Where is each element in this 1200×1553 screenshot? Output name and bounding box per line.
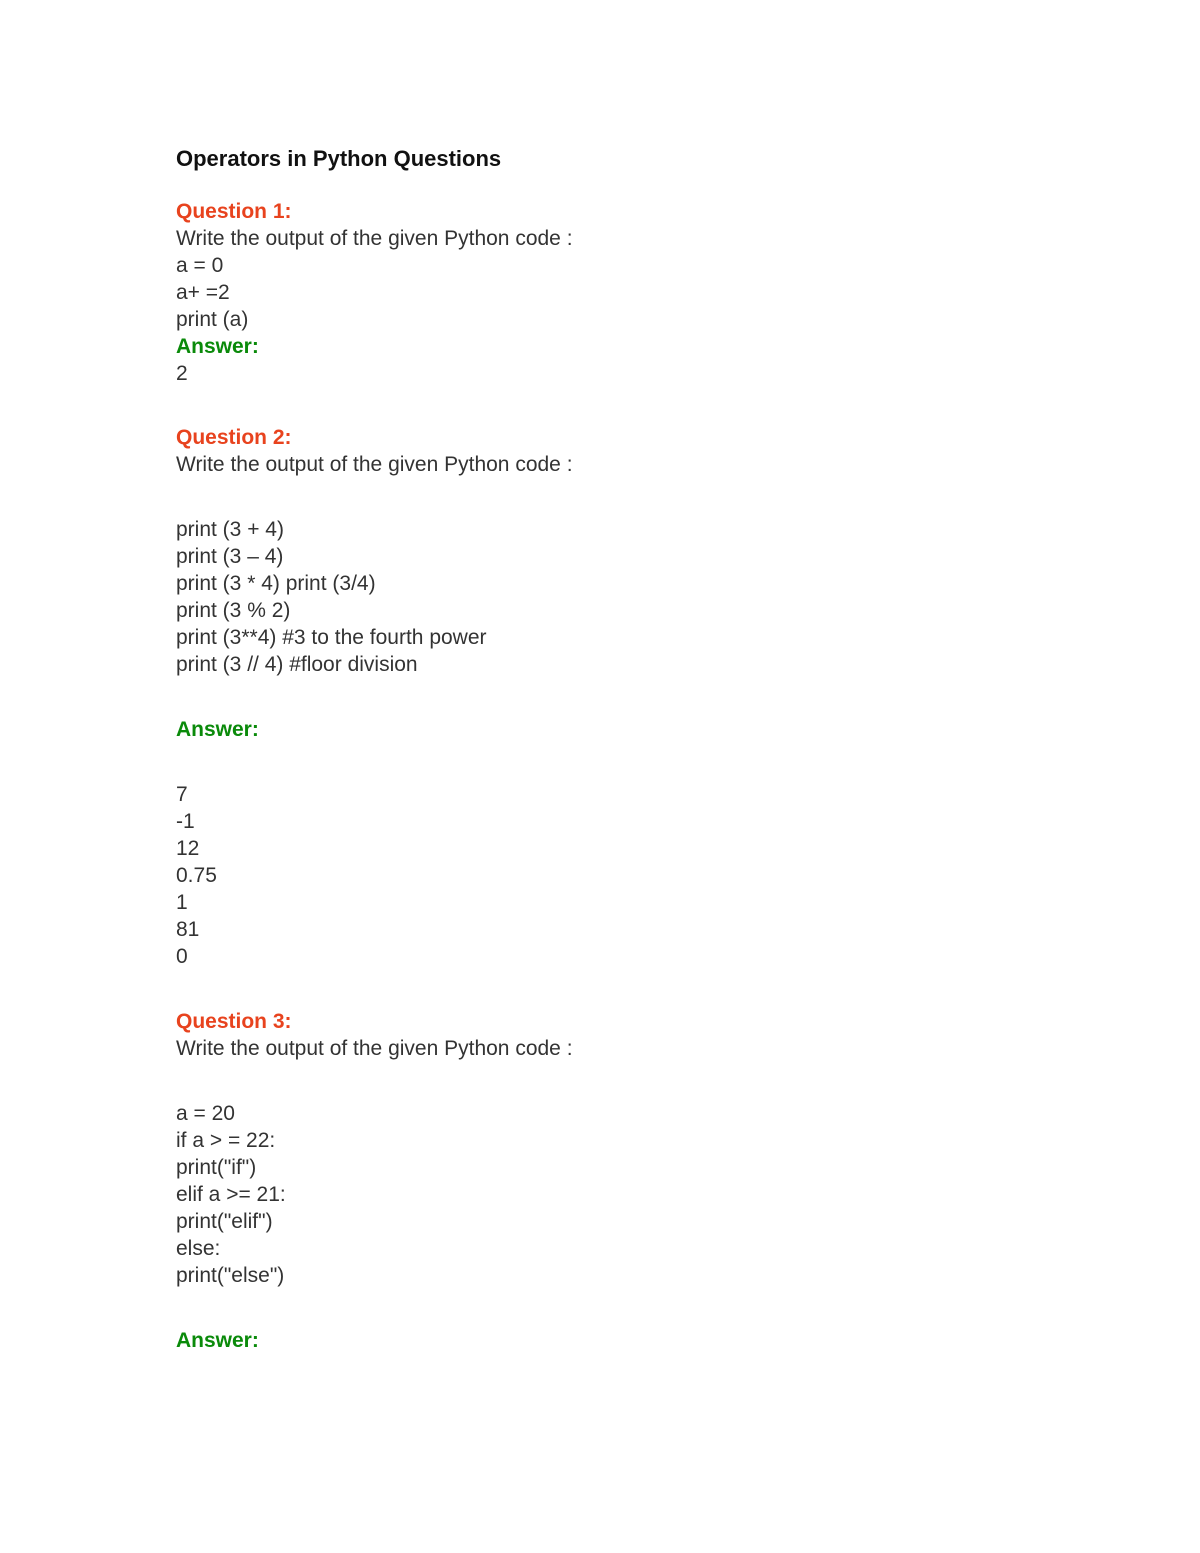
answer-line: 12	[176, 837, 200, 860]
code-line: print (3 * 4) print (3/4)	[176, 572, 376, 595]
code-line: a = 20	[176, 1102, 235, 1125]
question-3	[176, 1008, 1076, 1354]
question-prompt: Write the output of the given Python code :	[176, 453, 573, 476]
question-label: Question 1:	[176, 200, 292, 223]
document-page	[176, 144, 1076, 1354]
code-line: else:	[176, 1237, 221, 1260]
question-1	[176, 198, 1076, 387]
code-line: print (3 – 4)	[176, 545, 284, 568]
document-title: Operators in Python Questions	[176, 146, 502, 171]
code-line: elif a >= 21:	[176, 1183, 286, 1206]
question-label: Question 2:	[176, 426, 292, 449]
code-line: print("else")	[176, 1264, 285, 1287]
code-line: print (3 // 4) #floor division	[176, 653, 418, 676]
answer-line: 81	[176, 918, 200, 941]
code-line: print("if")	[176, 1156, 257, 1179]
answer-label: Answer:	[176, 718, 259, 741]
code-line: print (3 + 4)	[176, 518, 284, 541]
answer-line: 0	[176, 945, 188, 968]
answer-line: 7	[176, 783, 188, 806]
question-prompt: Write the output of the given Python code :	[176, 227, 573, 250]
question-prompt: Write the output of the given Python code :	[176, 1037, 573, 1060]
answer-line: -1	[176, 810, 195, 833]
code-line: print (3**4) #3 to the fourth power	[176, 626, 487, 649]
answer-line: 1	[176, 891, 188, 914]
question-label: Question 3:	[176, 1010, 292, 1033]
answer-line: 2	[176, 362, 188, 385]
question-2	[176, 424, 1076, 970]
answer-line: 0.75	[176, 864, 217, 887]
code-line: print (a)	[176, 308, 249, 331]
answer-label: Answer:	[176, 1329, 259, 1352]
answer-label: Answer:	[176, 335, 259, 358]
code-line: if a > = 22:	[176, 1129, 276, 1152]
code-line: a+ =2	[176, 281, 230, 304]
code-line: print("elif")	[176, 1210, 273, 1233]
code-line: print (3 % 2)	[176, 599, 291, 622]
code-line: a = 0	[176, 254, 224, 277]
